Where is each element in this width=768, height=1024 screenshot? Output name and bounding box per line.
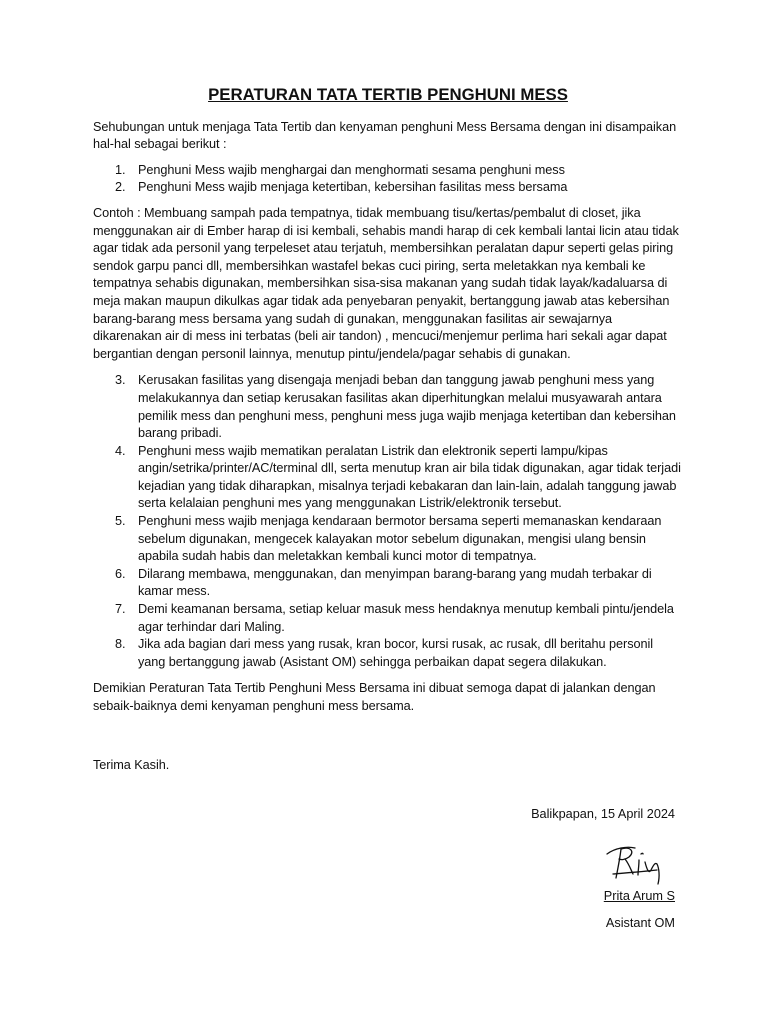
- intro-paragraph: Sehubungan untuk menjaga Tata Tertib dan kenyaman penghuni Mess Bersama dengan ini disampaikan hal-hal sebagai berikut :: [93, 119, 677, 152]
- signer-name: Prita Arum S: [603, 888, 675, 903]
- rule-text: Demi keamanan bersama, setiap keluar masuk mess hendaknya menutup kembali pintu/jendela agar terhindar dari Maling.: [138, 602, 674, 634]
- rule-item: [93, 179, 683, 197]
- rule-number: 3.: [115, 373, 126, 388]
- rule-number: 5.: [115, 514, 126, 529]
- place-date: Balikpapan, 15 April 2024: [531, 807, 675, 821]
- rule-text: Jika ada bagian dari mess yang rusak, kran bocor, kursi rusak, ac rusak, dll beritahu personil yang bertanggung jawab (Asistant OM) sehingga perbaikan dapat segera dilakukan.: [138, 637, 654, 669]
- rule-item: [93, 601, 683, 636]
- rule-text: Penghuni mess wajib menjaga kendaraan bermotor bersama seperti memanaskan kendaraan sebelum digunakan, mengecek kalayakan motor sebelum digunakan, mengisi ulang bensin apabila sudah habis dan meletakkan kembali kunci motor di tempatnya.: [138, 514, 662, 564]
- rule-number: 1.: [115, 162, 126, 177]
- rule-number: 6.: [115, 566, 126, 581]
- rule-number: 2.: [115, 180, 126, 195]
- rules-list-part2: [93, 372, 683, 671]
- document-body: [93, 86, 683, 774]
- rule-text: Penghuni mess wajib mematikan peralatan Listrik dan elektronik seperti lampu/kipas angin/setrika/printer/AC/terminal dll, serta menutup kran air bila tidak digunakan, agar tidak terjadi kejadian yang tidak diharapkan, misalnya terjadi kebakaran dan lain-lain, adalah tanggung jawab serta kelalaian penghuni mes yang menggunakan Listrik/elektronik tersebut.: [138, 443, 681, 511]
- rule-number: 7.: [115, 602, 126, 617]
- rule-text: Penghuni Mess wajib menjaga ketertiban, kebersihan fasilitas mess bersama: [138, 180, 568, 195]
- rule-item: [93, 443, 683, 513]
- thanks-line: Terima Kasih.: [93, 757, 170, 772]
- rules-list-part1: [93, 162, 683, 197]
- rule-item: [93, 566, 683, 601]
- rule-item: [93, 162, 683, 180]
- example-paragraph: Contoh : Membuang sampah pada tempatnya, tidak membuang tisu/kertas/pembalut di closet, jika menggunakan air di Ember harap di isi kembali, sehabis mandi harap di cek kembali lantai licin atau tidak agar tidak ada personil yang terpeleset atau terjatuh, membersihkan peralatan dapur seperti gelas piring sendok garpu panci dll, membersihkan wastafel bekas cuci piring, serta meletakkan nya kembali ke tempatnya sehabis digunakan, membersihkan sisa-sisa makanan yang sudah tidak layak/kadaluarsa di meja makan maupun dikulkas agar tidak ada penyebaran penyakit, bertanggung jawab atas kebersihan barang-barang mess bersama yang sudah di gunakan, menggunakan fasilitas air sewajarnya dikarenakan air di mess ini terbatas (beli air tandon) , mencuci/menjemur perlima hari sekali agar dapat bergantian dengan personil lainnya, menutup pintu/jendela/pagar sehabis di gunakan.: [93, 205, 679, 361]
- rule-item: [93, 636, 683, 671]
- closing-paragraph: Demikian Peraturan Tata Tertib Penghuni Mess Bersama ini dibuat semoga dapat di jalankan dengan sebaik-baiknya demi kenyaman penghuni mess bersama.: [93, 681, 656, 713]
- rule-text: Penghuni Mess wajib menghargai dan menghormati sesama penghuni mess: [138, 162, 565, 177]
- rule-text: Dilarang membawa, menggunakan, dan menyimpan barang-barang yang mudah terbakar di kamar mess.: [138, 566, 652, 599]
- rule-number: 8.: [115, 637, 126, 652]
- document-title: PERATURAN TATA TERTIB PENGHUNI MESS: [208, 85, 568, 104]
- rule-text: Kerusakan fasilitas yang disengaja menjadi beban dan tanggung jawab penghuni mess yang melakukannya dan setiap kerusakan fasilitas akan diperhitungkan melalui musyawarah antara pemilik mess dan penghuni mess, penghuni mess juga wajib menjaga ketertiban dan kebersihan barang pribadi.: [138, 373, 676, 441]
- rule-item: [93, 372, 683, 442]
- signer-title: Asistant OM: [605, 916, 675, 931]
- handwritten-signature: [605, 840, 675, 886]
- rule-item: [93, 513, 683, 566]
- signature-block: [531, 806, 675, 933]
- rule-number: 4.: [115, 443, 126, 458]
